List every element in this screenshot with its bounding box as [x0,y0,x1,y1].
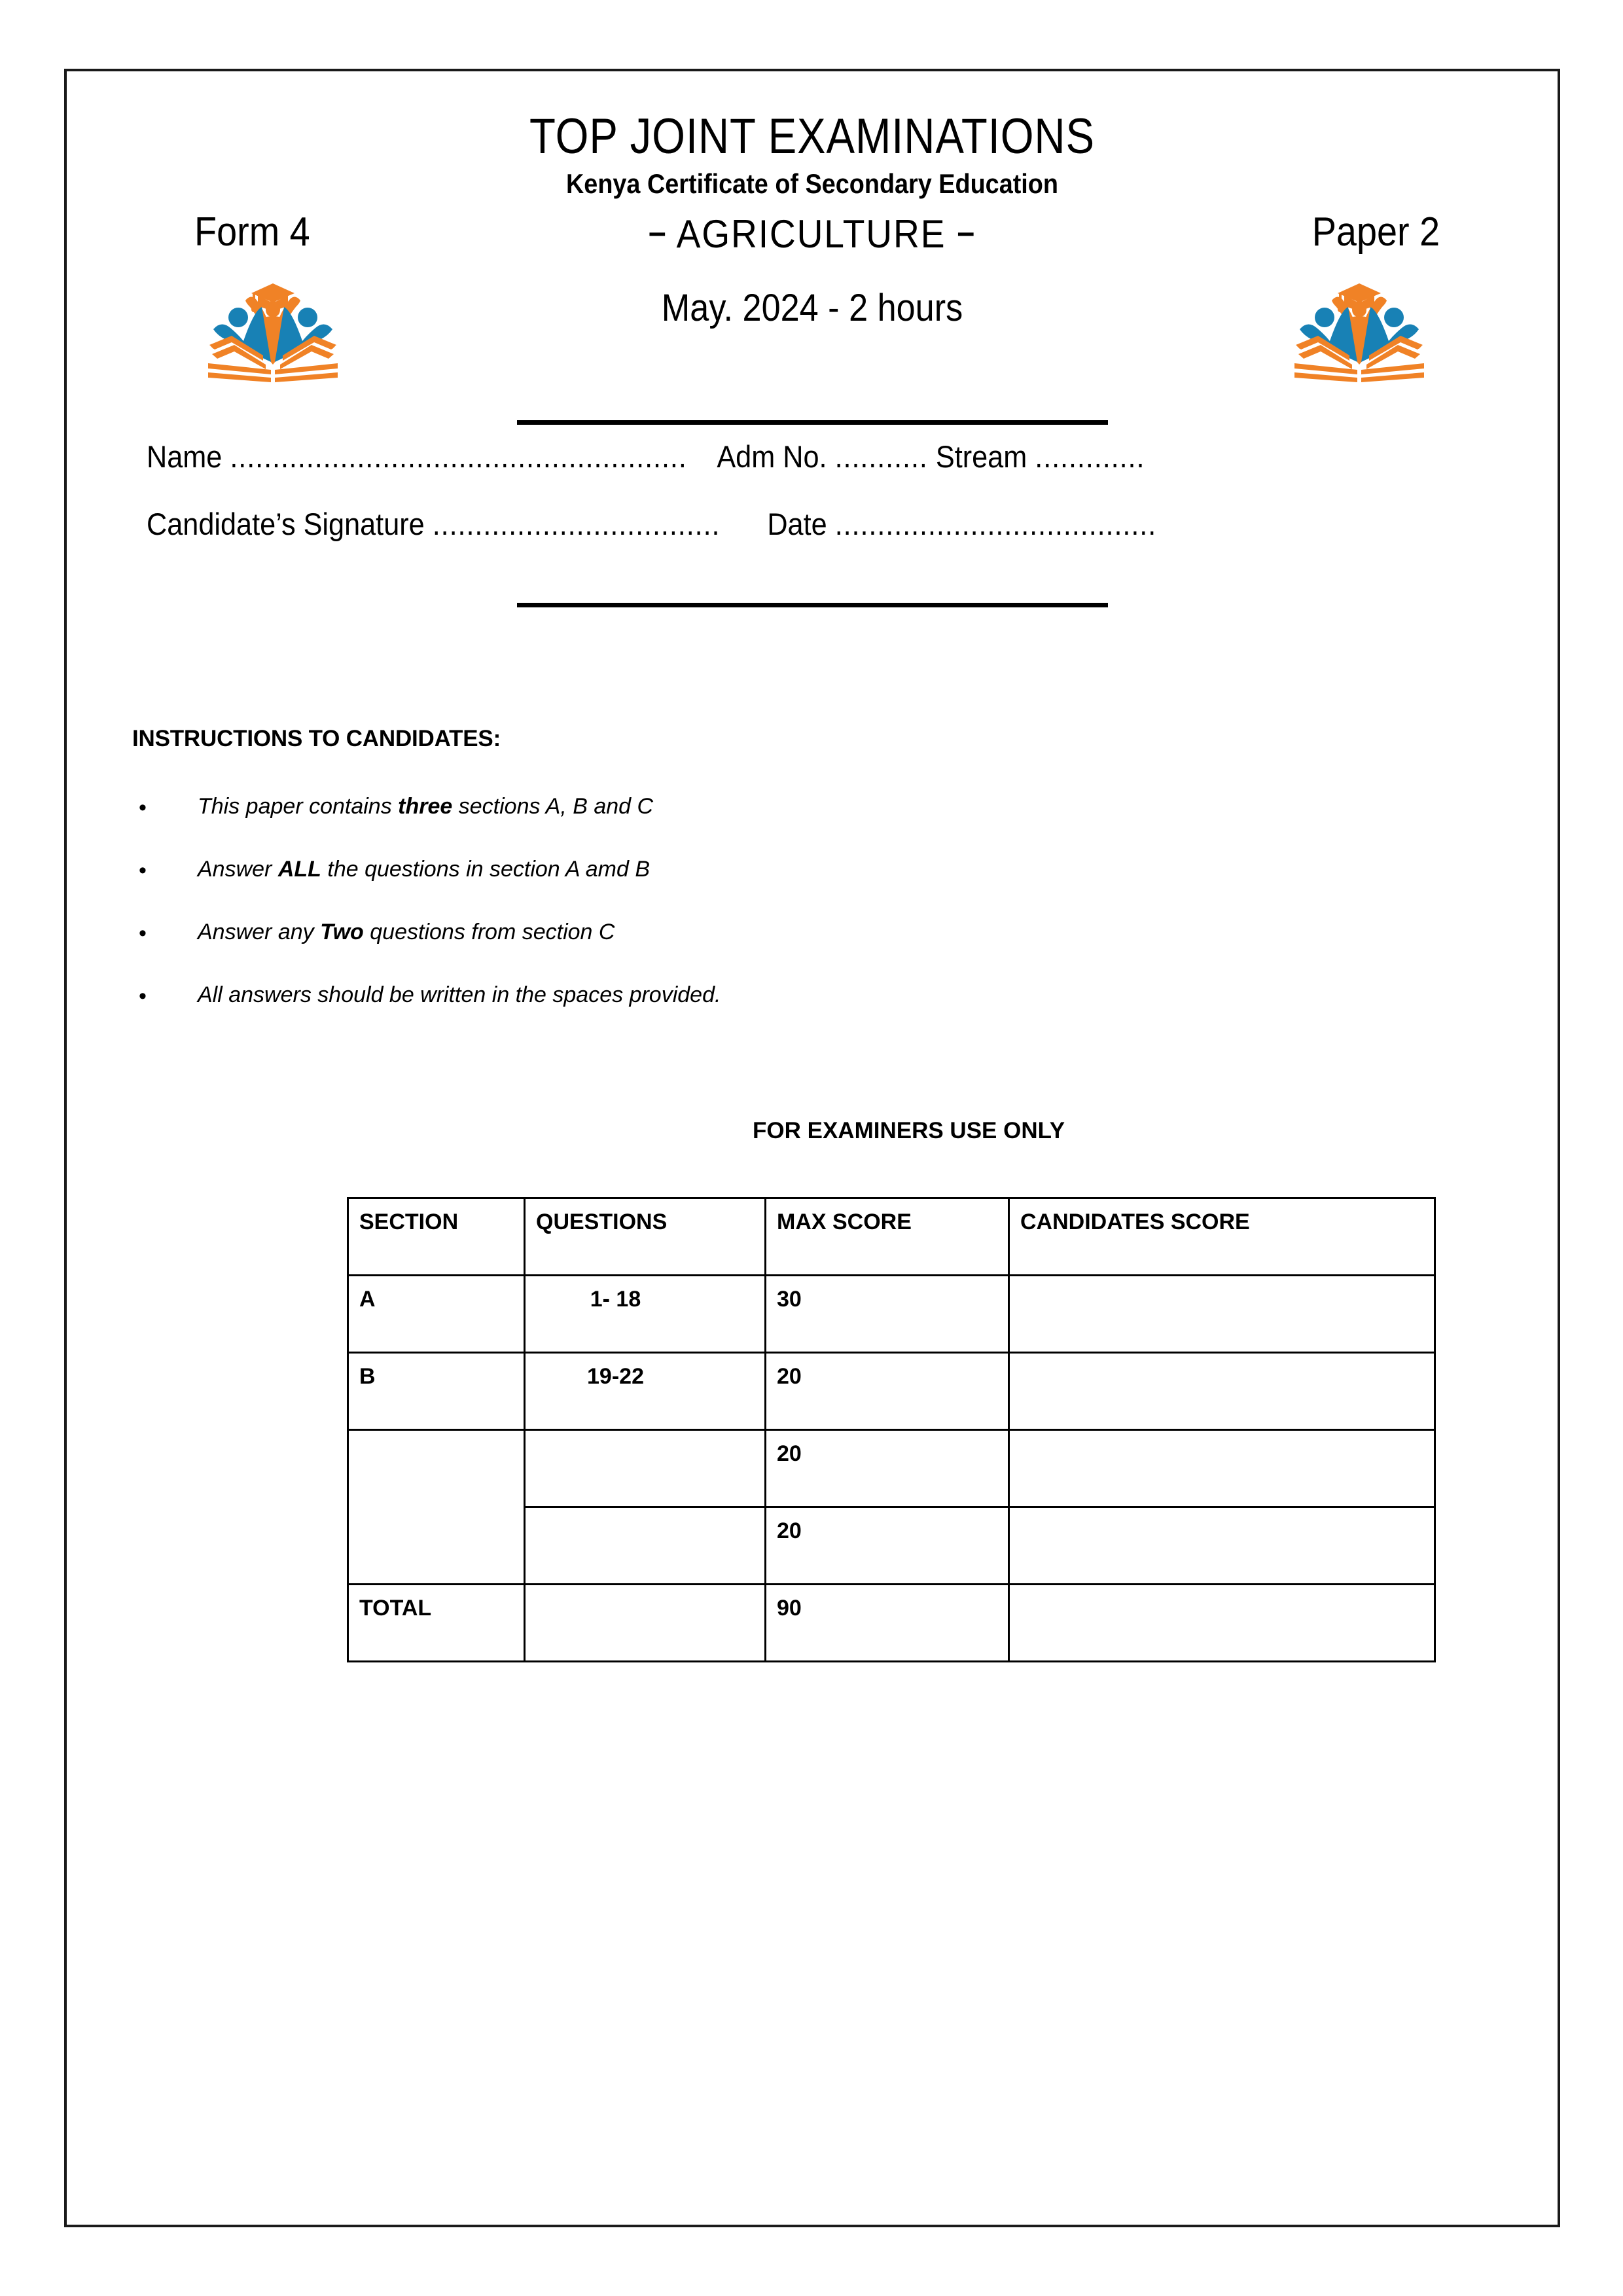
adm-no-input[interactable]: ........... [834,439,928,474]
cell-questions-b: 19-22 [525,1353,766,1430]
stream-input[interactable]: ............. [1035,439,1145,474]
signature-row [147,509,1445,539]
instruction-text-bold: Two [320,920,364,944]
cell-max-score-total: 90 [766,1585,1009,1662]
cell-section-a: A [348,1276,525,1353]
instruction-text-before: All answers should be written in the spaces provided. [198,982,721,1007]
cell-section-b: B [348,1353,525,1430]
table-row [348,1276,1435,1353]
instruction-text-before: Answer [198,857,278,882]
list-item [132,794,1114,820]
instruction-text-after: questions from section C [363,920,615,944]
instruction-text-after: the questions in section A amd B [321,857,651,882]
header-band [67,209,1558,372]
table-row-total [348,1585,1435,1662]
school-logo-right-icon [1284,273,1435,387]
bullet-icon: • [139,921,147,946]
cell-questions-a: 1- 18 [525,1276,766,1353]
adm-no-label: Adm No. [717,439,827,474]
exam-header [67,71,1558,372]
column-header-candidates-score: CANDIDATES SCORE [1009,1198,1435,1276]
cell-section-total: TOTAL [348,1585,525,1662]
cell-max-score-b: 20 [766,1353,1009,1430]
instructions-list [132,794,1114,1009]
cell-questions-c1 [525,1430,766,1507]
column-header-questions: QUESTIONS [525,1198,766,1276]
cell-max-score-a: 30 [766,1276,1009,1353]
form-label: Form 4 [194,209,310,255]
header-divider-bottom [517,603,1108,607]
stream-label: Stream [935,439,1027,474]
table-row [348,1430,1435,1507]
candidate-details [67,441,1558,539]
cell-candidate-score-a[interactable] [1009,1276,1435,1353]
bullet-icon: • [139,984,147,1009]
page-border-frame [64,69,1560,2227]
instruction-text-bold: three [398,794,453,819]
list-item [132,920,1114,946]
cell-candidate-score-total[interactable] [1009,1585,1435,1662]
instructions-title: INSTRUCTIONS TO CANDIDATES: [132,726,501,751]
date-input[interactable]: ...................................... [834,507,1157,541]
instructions-section [132,726,1114,1047]
name-row [147,441,1445,472]
exam-subtitle: Kenya Certificate of Secondary Education [565,168,1059,199]
examiners-score-table [347,1197,1436,1662]
dash-left-icon: – [648,213,668,252]
column-header-max-score: MAX SCORE [766,1198,1009,1276]
subject-title [126,211,1498,257]
dash-right-icon: – [957,213,976,252]
cell-candidate-score-b[interactable] [1009,1353,1435,1430]
instruction-text-before: Answer any [198,920,321,944]
cell-section-merged [348,1430,525,1585]
paper-label: Paper 2 [1311,209,1440,255]
cell-questions-c2 [525,1507,766,1585]
column-header-section: SECTION [348,1198,525,1276]
exam-date-duration: May. 2024 - 2 hours [661,287,963,330]
cell-questions-total [525,1585,766,1662]
examiners-use-title: FOR EXAMINERS USE ONLY [753,1118,1065,1143]
name-input[interactable]: ...................................................... [230,439,687,474]
cell-candidate-score-c2[interactable] [1009,1507,1435,1585]
list-item [132,982,1114,1009]
signature-input[interactable]: .................................. [432,507,721,541]
table-row [348,1353,1435,1430]
date-label: Date [767,507,827,541]
list-item [132,857,1114,883]
header-divider-top [517,420,1108,425]
subject-name: AGRICULTURE [676,212,946,257]
page-title: TOP JOINT EXAMINATIONS [529,109,1095,164]
instruction-text-before: This paper contains [198,794,399,819]
bullet-icon: • [139,858,147,883]
cell-max-score-c1: 20 [766,1430,1009,1507]
instruction-text-after: sections A, B and C [452,794,654,819]
table-header-row [348,1198,1435,1276]
school-logo-left-icon [198,273,348,387]
signature-label: Candidate’s Signature [147,507,425,541]
name-label: Name [147,439,223,474]
bullet-icon: • [139,795,147,820]
instruction-text-bold: ALL [277,857,321,882]
cell-max-score-c2: 20 [766,1507,1009,1585]
cell-candidate-score-c1[interactable] [1009,1430,1435,1507]
